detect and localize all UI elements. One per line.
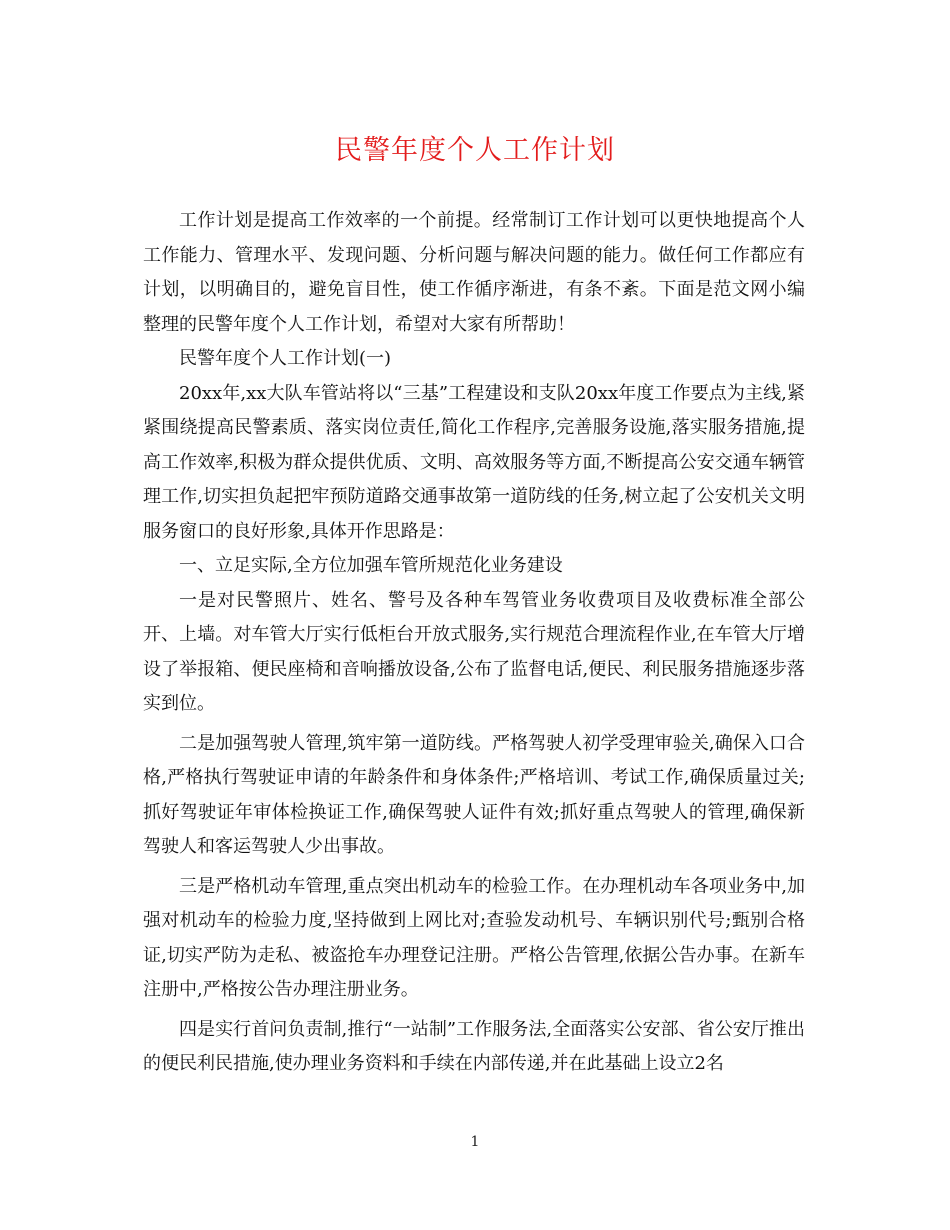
paragraph-item-1: 一是对民警照片、姓名、警号及各种车驾管业务收费项目及收费标准全部公开、上墙。对车管大厅实行低柜台开放式服务,实行规范合理流程作业,在车管大厅增设了举报箱、便民座椅和音响播放设备,公布了监督电话,便民、利民服务措施逐步落实到位。 [143, 589, 805, 714]
paragraph-overview: 20xx年,xx大队车管站将以“三基”工程建设和支队20xx年度工作要点为主线,紧紧围绕提高民警素质、落实岗位责任,简化工作程序,完善服务设施,落实服务措施,提高工作效率,积极为群众提供优质、文明、高效服务等方面,不断提高公安交通车辆管理工作,切实担负起把牢预防道路交通事故第一道防线的任务,树立起了公安机关文明服务窗口的良好形象,具体开作思路是： [143, 382, 805, 542]
paragraph-item-2: 二是加强驾驶人管理,筑牢第一道防线。严格驾驶人初学受理审验关,确保入口合格,严格执行驾驶证申请的年龄条件和身体条件;严格培训、考试工作,确保质量过关;抓好驾驶证年审体检换证工作,确保驾驶人证件有效;抓好重点驾驶人的管理,确保新驾驶人和客运驾驶人少出事故。 [143, 732, 805, 857]
paragraph-item-4: 四是实行首问负责制,推行“一站制”工作服务法,全面落实公安部、省公安厅推出的便民利民措施,使办理业务资料和手续在内部传递,并在此基础上设立2名 [143, 1018, 805, 1074]
subheading-1: 一、立足实际,全方位加强车管所规范化业务建设 [179, 555, 563, 576]
document-title: 民警年度个人工作计划 [335, 135, 615, 166]
section-heading: 民警年度个人工作计划(一) [179, 348, 392, 369]
intro-paragraph: 工作计划是提高工作效率的一个前提。经常制订工作计划可以更快地提高个人工作能力、管理水平、发现问题、分析问题与解决问题的能力。做任何工作都应有计划，以明确目的，避免盲目性，使工作循序渐进，有条不紊。下面是范文网小编整理的民警年度个人工作计划，希望对大家有所帮助！ [143, 210, 805, 335]
document-body [143, 204, 805, 1082]
page-number: 1 [470, 1134, 480, 1150]
paragraph-item-3: 三是严格机动车管理,重点突出机动车的检验工作。在办理机动车各项业务中,加强对机动车的检验力度,坚持做到上网比对;查验发动机号、车辆识别代号;甄别合格证,切实严防为走私、被盗抢车办理登记注册。严格公告管理,依据公告办事。在新车注册中,严格按公告办理注册业务。 [143, 875, 805, 1000]
